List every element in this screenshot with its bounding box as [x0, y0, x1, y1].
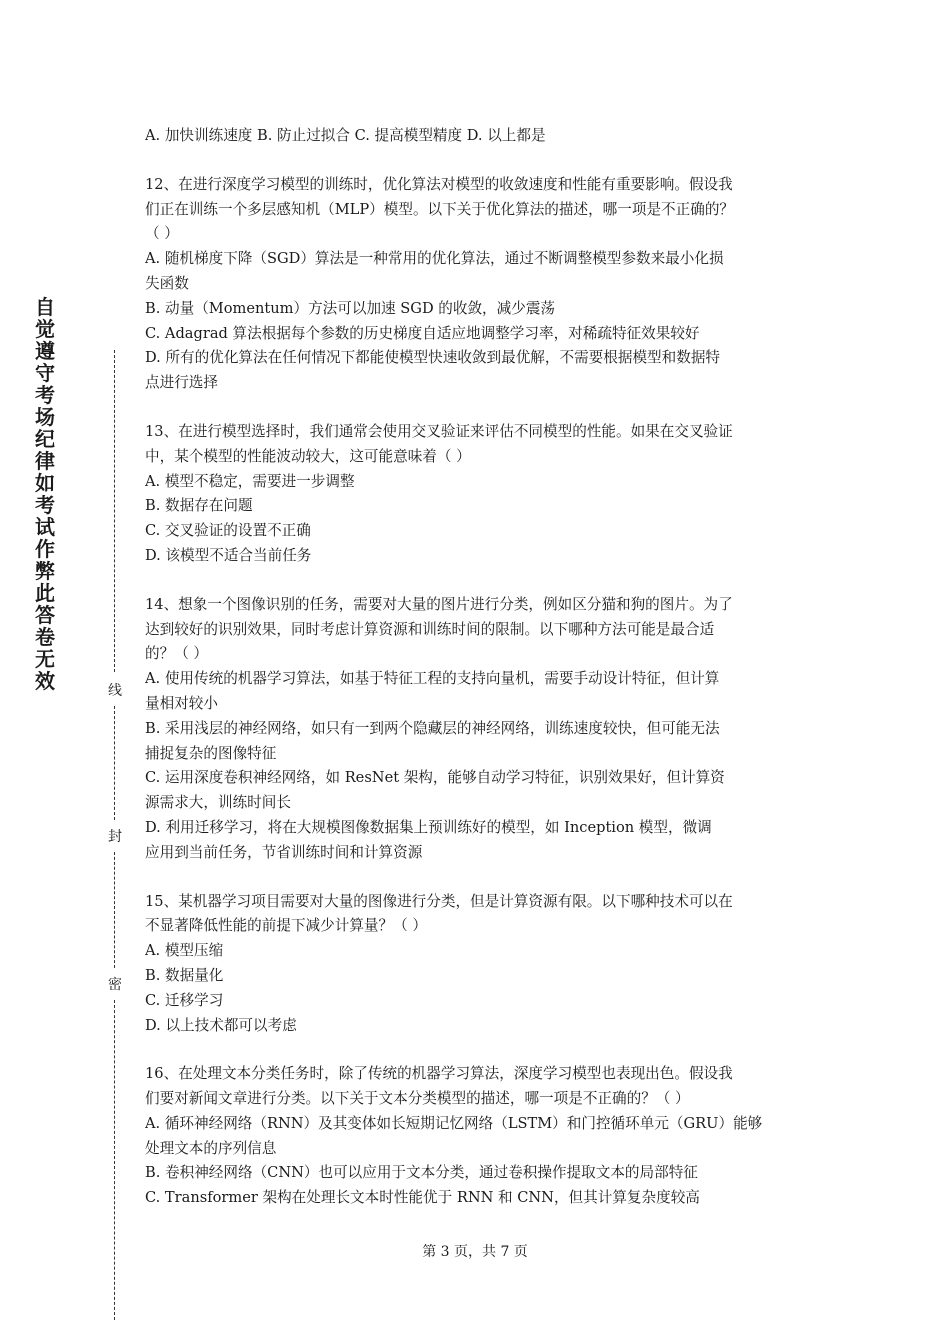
warning-char: 考	[35, 383, 55, 407]
question-line: C. 交叉验证的设置不正确	[145, 522, 311, 540]
previous-question-options: A. 加快训练速度 B. 防止过拟合 C. 提高模型精度 D. 以上都是	[145, 127, 546, 144]
warning-char: 考	[35, 493, 55, 517]
warning-char: 觉	[35, 317, 55, 341]
binding-dash-line	[114, 706, 115, 820]
question-block	[145, 420, 813, 569]
question-line: （ ）	[145, 225, 179, 243]
question-line: 14、想象一个图像识别的任务，需要对大量的图片进行分类，例如区分猫和狗的图片。为了	[145, 595, 733, 613]
warning-char: 答	[35, 603, 55, 627]
question-line: 16、在处理文本分类任务时，除了传统的机器学习算法，深度学习模型也表现出色。假设我	[145, 1065, 733, 1083]
question-line: 失函数	[145, 274, 189, 292]
binding-dash-line	[114, 1000, 115, 1320]
question-line: C. Transformer 架构在处理长文本时性能优于 RNN 和 CNN，但其计算复杂度较高	[145, 1189, 700, 1207]
question-line: 捕捉复杂的图像特征	[145, 744, 277, 762]
warning-char: 试	[35, 515, 55, 539]
warning-char: 如	[35, 471, 55, 495]
question-line: C. 运用深度卷积神经网络，如 ResNet 架构，能够自动学习特征，识别效果好，但计算资	[145, 769, 725, 787]
question-block	[145, 593, 813, 866]
warning-char: 效	[35, 669, 55, 693]
question-line: D. 以上技术都可以考虑	[145, 1016, 297, 1034]
question-block	[145, 1062, 813, 1211]
question-line: 中，某个模型的性能波动较大，这可能意味着（ ）	[145, 447, 471, 465]
question-line: 们要对新闻文章进行分类。以下关于文本分类模型的描述，哪一项是不正确的？（ ）	[145, 1090, 690, 1108]
warning-char: 守	[35, 361, 55, 385]
question-line: C. Adagrad 算法根据每个参数的历史梯度自适应地调整学习率，对稀疏特征效果较好	[145, 324, 700, 342]
question-line: 点进行选择	[145, 374, 218, 392]
warning-char: 作	[35, 537, 55, 561]
question-line: 的？（ ）	[145, 645, 209, 663]
question-line: 处理文本的序列信息	[145, 1139, 277, 1157]
warning-char: 律	[35, 449, 55, 473]
question-line: 不显著降低性能的前提下减少计算量？（ ）	[145, 917, 427, 935]
binding-dash-line	[114, 852, 115, 968]
question-line: A. 循环神经网络（RNN）及其变体如长短期记忆网络（LSTM）和门控循环单元（GRU）能够	[145, 1114, 763, 1132]
question-block	[145, 890, 813, 1039]
question-line: D. 所有的优化算法在任何情况下都能使模型快速收敛到最优解，不需要根据模型和数据特	[145, 349, 721, 367]
question-line: A. 随机梯度下降（SGD）算法是一种常用的优化算法，通过不断调整模型参数来最小化损	[145, 250, 724, 268]
exam-content	[145, 124, 813, 1211]
question-list	[145, 173, 813, 1211]
question-line: D. 该模型不适合当前任务	[145, 546, 312, 564]
question-line: A. 模型不稳定，需要进一步调整	[145, 472, 355, 490]
question-line: 应用到当前任务，节省训练时间和计算资源	[145, 843, 423, 861]
question-line: C. 迁移学习	[145, 991, 224, 1009]
question-line: 15、某机器学习项目需要对大量的图像进行分类，但是计算资源有限。以下哪种技术可以在	[145, 892, 733, 910]
exam-discipline-warning	[33, 296, 57, 692]
question-line: 13、在进行模型选择时，我们通常会使用交叉验证来评估不同模型的性能。如果在交叉验证	[145, 422, 733, 440]
question-line: D. 利用迁移学习，将在大规模图像数据集上预训练好的模型，如 Inception 模型，微调	[145, 818, 712, 836]
seal-char-fold: 封	[108, 829, 122, 845]
warning-char: 场	[35, 405, 55, 429]
binding-dash-line	[114, 350, 115, 672]
warning-char: 自	[35, 295, 55, 319]
warning-char: 无	[35, 647, 55, 671]
warning-char: 遵	[35, 339, 55, 363]
warning-char: 纪	[35, 427, 55, 451]
question-line: 源需求大，训练时间长	[145, 794, 291, 812]
question-line: B. 卷积神经网络（CNN）也可以应用于文本分类，通过卷积操作提取文本的局部特征	[145, 1164, 698, 1182]
page-footer: 第 3 页，共 7 页	[422, 1244, 528, 1260]
warning-char: 弊	[35, 559, 55, 583]
question-line: B. 采用浅层的神经网络，如只有一到两个隐藏层的神经网络，训练速度较快，但可能无法	[145, 719, 720, 737]
warning-char: 卷	[35, 625, 55, 649]
question-block	[145, 173, 813, 396]
seal-char-secret: 密	[108, 977, 122, 993]
question-line: 12、在进行深度学习模型的训练时，优化算法对模型的收敛速度和性能有重要影响。假设我	[145, 175, 733, 193]
question-line: 们正在训练一个多层感知机（MLP）模型。以下关于优化算法的描述，哪一项是不正确的？	[145, 200, 735, 218]
warning-char: 此	[35, 581, 55, 605]
question-line: A. 模型压缩	[145, 942, 224, 960]
question-line: 达到较好的识别效果，同时考虑计算资源和训练时间的限制。以下哪种方法可能是最合适	[145, 620, 715, 638]
question-line: B. 动量（Momentum）方法可以加速 SGD 的收敛，减少震荡	[145, 299, 556, 317]
question-line: B. 数据量化	[145, 966, 224, 984]
question-line: B. 数据存在问题	[145, 497, 253, 515]
question-line: A. 使用传统的机器学习算法，如基于特征工程的支持向量机，需要手动设计特征，但计算	[145, 670, 720, 688]
seal-char-line: 线	[108, 683, 122, 699]
question-line: 量相对较小	[145, 694, 218, 712]
